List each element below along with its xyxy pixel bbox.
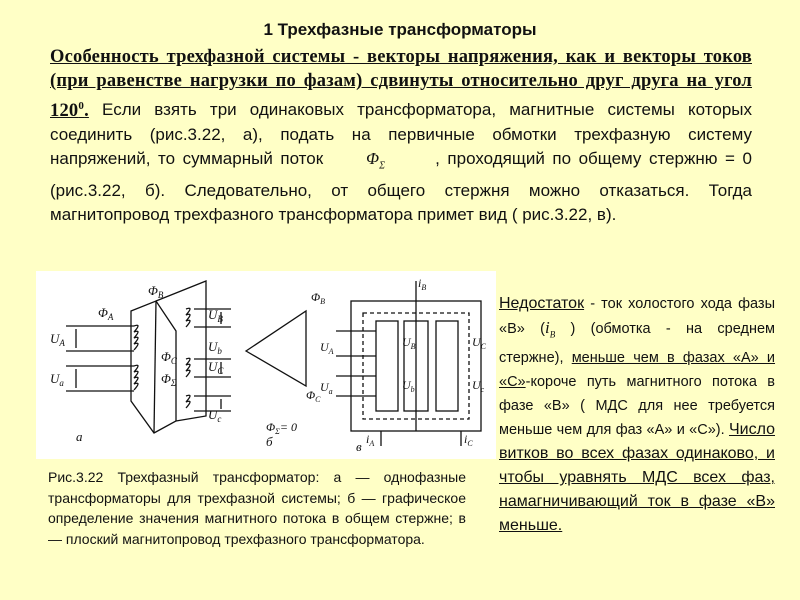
right-p6: Число витков во всех фазах одинаково, и чтобы уравнять МДС всех фаз, намагничивающий ток в фазе «В» меньше.: [499, 421, 775, 535]
label-phi-sum: $\Phi_\Sigma$: [161, 371, 177, 388]
label-ub-small: $U_b$: [208, 339, 222, 356]
label-uc: $U_C$: [208, 359, 224, 376]
label-v-uc-small: $U_c$: [472, 378, 485, 394]
label-v-ua-small: $U_a$: [320, 380, 333, 396]
right-paragraph: [499, 292, 775, 538]
label-ib: $i_B$: [418, 276, 427, 292]
label-v-uc: $U_C$: [472, 335, 487, 351]
intro-paragraph: [50, 45, 752, 227]
label-uc-small: $U_c$: [208, 407, 222, 424]
label-ua-small: $U_a$: [50, 371, 64, 388]
label-ia: $i_A$: [366, 432, 375, 448]
right-p1: Недостаток: [499, 295, 585, 312]
label-vec-phi-b: $\Phi_B$: [311, 290, 326, 306]
right-p5: -короче путь магнитного потока в фазе «В» ( МДС для нее требуется меньше чем для фаз «А» и «С»).: [499, 374, 775, 439]
i-b-symbol: $i_В$: [544, 318, 556, 340]
label-panel-v: в: [356, 439, 362, 454]
figure-caption: Рис.3.22 Трехфазный трансформатор: а — однофазные трансформаторы для трехфазной системы; б — графическое определение значения магнитного потока в общем стержне; в — плоский магнитопровод трехфазного трансформатора.: [48, 469, 466, 547]
page-title: 1 Трехфазные трансформаторы: [263, 20, 537, 39]
label-ub: $U_B$: [208, 307, 223, 324]
label-panel-a: а: [76, 429, 83, 444]
right-p2: - ток холостого хода фазы «В» (: [499, 296, 775, 337]
figure-3-22: [36, 271, 496, 459]
label-v-ub-small: $U_b$: [402, 378, 415, 394]
right-p3: ) (обмотка - на среднем стержне),: [499, 321, 775, 367]
phi-sum-symbol: $\Phi_\Sigma$: [366, 148, 386, 172]
label-panel-b: б: [266, 434, 273, 449]
label-phi-a: $\Phi_A$: [98, 305, 114, 322]
right-p4: меньше чем в фазах «А» и «С»: [499, 350, 776, 391]
label-v-ub: $U_B$: [402, 335, 416, 351]
label-v-ua: $U_A$: [320, 340, 334, 356]
intro-text-1: Если взять три одинаковых трансформатора, магнитные системы которых соединить (рис.3.22, а), подать на первичные обмотки трехфазную систему напряжений, то суммарный поток: [50, 100, 752, 168]
label-phi-c: $\Phi_C$: [161, 349, 177, 366]
vector-triangle: [246, 311, 306, 386]
intro-text-2: , проходящий по общему стержню = 0 (рис.3.22, б). Следовательно, от общего стержня можно отказаться. Тогда магнитопровод трехфазного трансформатора примет вид ( рис.3.22, в).: [50, 148, 752, 224]
label-ua: $U_A$: [50, 331, 65, 348]
intro-emphasis: Особенность трехфазной системы - векторы напряжения, как и векторы токов (при равенстве нагрузки по фазам) сдвинуты относительно друг друга на угол $120^0$.: [50, 47, 752, 121]
label-vec-phi-c: $\Phi_C$: [306, 388, 321, 404]
transformer-diagram: [36, 271, 496, 459]
label-phi-b: $\Phi_B$: [148, 283, 164, 300]
label-vec-phi-zero: $\Phi_\Sigma= 0$: [266, 420, 298, 436]
label-ic: $i_C$: [464, 432, 473, 448]
